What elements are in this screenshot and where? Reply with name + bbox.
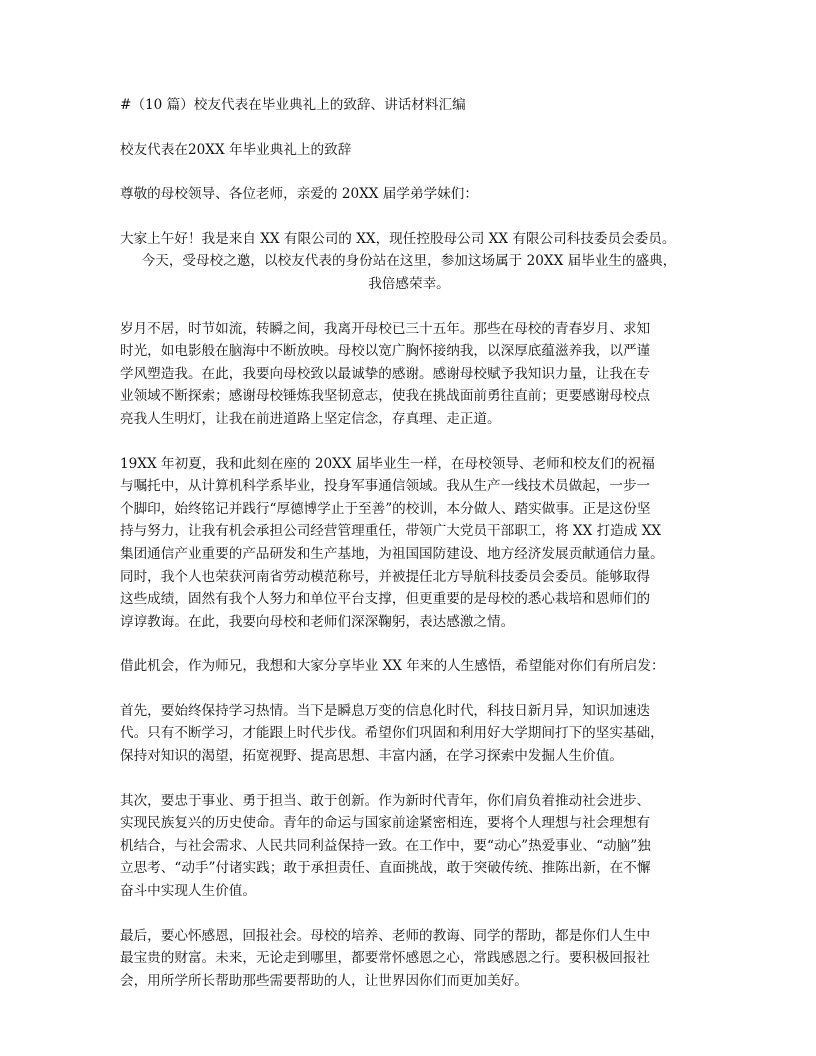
text-line: 岁月不居，时节如流，转瞬之间，我离开母校已三十五年。那些在母校的青春岁月、求知 [120, 320, 651, 337]
paragraph-second-point [120, 790, 698, 903]
document-heading [120, 94, 698, 117]
salutation [120, 183, 698, 206]
text-line: 个脚印，始终铭记并践行“厚德博学止于至善”的校训，本分做人、踏实做事。正是这份坚 [120, 500, 651, 517]
text-line: 我倍感荣幸。 [368, 275, 450, 292]
text-line: 其次，要忠于事业、勇于担当、敢于创新。作为新时代青年，你们肩负着推动社会进步、 [120, 792, 651, 809]
text-line: 代。只有不断学习，才能跟上时代步伐。希望你们巩固和利用好大学期间打下的坚实基础， [120, 725, 664, 742]
text-line: 亮我人生明灯，让我在前进道路上坚定信念，存真理、走正道。 [120, 410, 501, 427]
text-line: 最宝贵的财富。未来，无论走到哪里，都要常怀感恩之心，常践感恩之行。要积极回报社 [120, 950, 651, 967]
text-line: 实现民族复兴的历史使命。青年的命运与国家前途紧密相连，要将个人理想与社会理想有 [120, 815, 651, 832]
text-line: 今天，受母校之邀，以校友代表的身份站在这里，参加这场属于 20XX 届毕业生的盛典， [141, 253, 677, 270]
speech-title [120, 139, 698, 162]
paragraph-greeting [120, 228, 698, 296]
text-line: 与嘱托中，从计算机科学系毕业，投身军事通信领域。我从生产一线技术员做起，一步一 [120, 478, 651, 495]
text-line: 机结合，与社会需求、人民共同利益保持一致。在工作中，要“动心”热爱事业、“动脑”独 [120, 837, 651, 854]
text-line: 业领域不断探索；感谢母校锤炼我坚韧意志，使我在挑战面前勇往直前；更要感谢母校点 [120, 388, 651, 405]
text-line: 时光，如电影般在脑海中不断放映。母校以宽广胸怀接纳我，以深厚底蕴滋养我，以严谨 [120, 343, 651, 360]
text-line: 学风塑造我。在此，我要向母校致以最诚挚的感谢。感谢母校赋予我知识力量，让我在专 [120, 365, 651, 382]
paragraph-transition [120, 655, 698, 678]
text-line: 保持对知识的渴望，拓宽视野、提高思想、丰富内涵，在学习探索中发掘人生价值。 [120, 748, 623, 765]
text-line: 大家上午好！我是来自 XX 有限公司的 XX，现任控股母公司 XX 有限公司科技委员会委员。 [120, 230, 676, 247]
text-line: 借此机会，作为师兄，我想和大家分享毕业 XX 年来的人生感悟，希望能对你们有所启发： [120, 658, 665, 675]
text-line: 这些成绩，固然有我个人努力和单位平台支撑，但更重要的是母校的悉心栽培和恩师们的 [120, 591, 651, 608]
text-line: 同时，我个人也荣获河南省劳动模范称号，并被提任北方导航科技委员会委员。能够取得 [120, 568, 651, 585]
text-line: 持与努力，让我有机会承担公司经营管理重任，带领广大党员干部职工，将 XX 打造成 XX [120, 523, 662, 540]
heading-line: #（10 篇）校友代表在毕业典礼上的致辞、讲话材料汇编 [120, 97, 466, 113]
document-body [120, 94, 698, 1014]
paragraph-memories [120, 318, 698, 431]
text-line: 集团通信产业重要的产品研发和生产基地，为祖国国防建设、地方经济发展贡献通信力量。 [120, 545, 664, 562]
salutation-line: 尊敬的母校领导、各位老师，亲爱的 20XX 届学弟学妹们： [120, 186, 478, 203]
speech-title-line: 校友代表在20XX 年毕业典礼上的致辞 [120, 141, 352, 158]
text-line: 首先，要始终保持学习热情。当下是瞬息万变的信息化时代，科技日新月异，知识加速迭 [120, 702, 651, 719]
text-line: 会，用所学所长帮助那些需要帮助的人，让世界因你们而更加美好。 [120, 972, 528, 989]
text-line: 最后，要心怀感恩，回报社会。母校的培养、老师的教诲、同学的帮助，都是你们人生中 [120, 927, 651, 944]
paragraph-third-point [120, 925, 698, 993]
paragraph-first-point [120, 700, 698, 768]
text-line: 谆谆教诲。在此，我要向母校和老师们深深鞠躬，表达感激之情。 [120, 613, 515, 630]
text-line: 立思考、“动手”付诸实践；敢于承担责任、直面挑战，敢于突破传统、推陈出新，在不懈 [120, 860, 651, 877]
paragraph-career [120, 453, 698, 634]
text-line: 奋斗中实现人生价值。 [120, 883, 256, 900]
text-line: 19XX 年初夏，我和此刻在座的 20XX 届毕业生一样，在母校领导、老师和校友们的祝福 [120, 455, 655, 472]
